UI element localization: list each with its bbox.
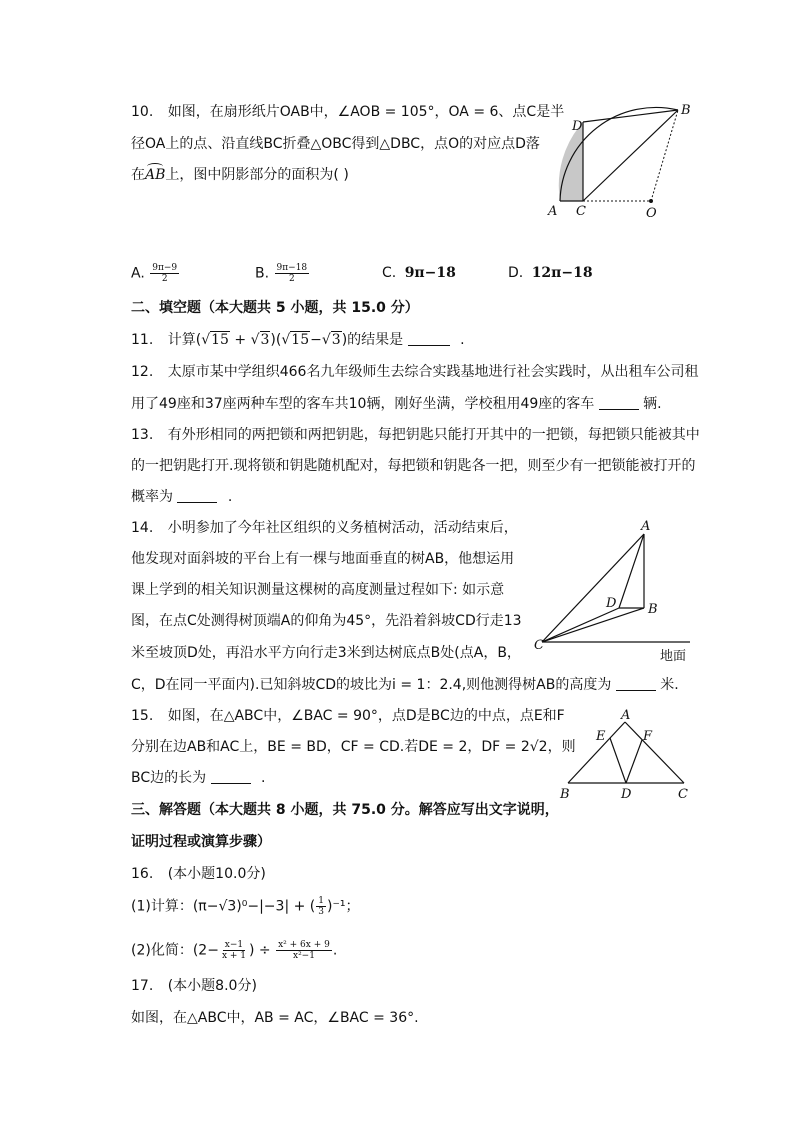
arc-ab: AB: [145, 167, 166, 183]
q15-line-df: [626, 740, 642, 783]
q10-figure: [545, 98, 695, 223]
option-d[interactable]: D. 12π−18: [508, 265, 593, 281]
q14-line-ca: [542, 534, 644, 642]
q10-line-cb: [583, 110, 678, 201]
q14-line-cd: [542, 608, 619, 642]
q12-line1: 12. 太原市某中学组织466名九年级师生去综合实践基地进行社会实践时，从出租车公司租: [131, 364, 699, 380]
q14-label-d: D: [606, 596, 617, 611]
q10-label-o: O: [646, 206, 657, 221]
q13-line3: 概率为 .: [131, 489, 233, 505]
q14-line-da: [619, 534, 644, 608]
q14-figure: [532, 515, 702, 665]
q14-label-ground: 地面: [660, 649, 687, 664]
q16-header: 16. (本小题10.0分): [131, 866, 266, 882]
q14-line2: 他发现对面斜坡的平台上有一棵与地面垂直的树AB，他想运用: [131, 551, 515, 567]
section3-heading-1: 三、解答题（本大题共 8 小题，共 75.0 分。解答应写出文字说明，: [131, 802, 559, 818]
q10-line-db: [583, 110, 678, 122]
q14-label-b: B: [648, 602, 658, 617]
q14-line1: 14. 小明参加了今年社区组织的义务植树活动，活动结束后，: [131, 520, 518, 536]
q14-answer-blank[interactable]: [616, 676, 656, 691]
q15-label-f: F: [643, 729, 653, 744]
q10-text-1: 如图，在扇形纸片OAB中，∠AOB = 105°，OA = 6、点C是半: [167, 104, 565, 120]
q14-line6: C，D在同一平面内).已知斜坡CD的坡比为i = 1：2.4,则他测得树AB的高度为 米.: [131, 677, 679, 693]
q10-line2: 径OA上的点、沿直线BC折叠△OBC得到△DBC，点O的对应点D落: [131, 136, 540, 152]
q15-figure: [558, 708, 698, 803]
q10-number: 10.: [131, 104, 154, 120]
q15-line3: BC边的长为 .: [131, 770, 266, 786]
q15-label-c: C: [678, 787, 688, 802]
q14-label-c: C: [534, 638, 544, 653]
q11-answer-blank[interactable]: [408, 331, 450, 346]
q12-answer-blank[interactable]: [599, 395, 639, 410]
q15-label-d: D: [621, 787, 632, 802]
q16-part2: (2)化简：(2− $\frac{x-1}{x + 1}$ ) ÷ $\frac{\text{x² + 6x + 9}}{\text{x²−1}}$ .: [131, 940, 338, 961]
q15-label-a: A: [621, 708, 631, 723]
option-b[interactable]: B. $\frac{9\pi-18}{2}$: [255, 263, 308, 284]
section3-heading-2: 证明过程或演算步骤）: [131, 834, 271, 850]
q15-line-ac: [625, 722, 684, 783]
q15-line2: 分别在边AB和AC上，BE = BD，CF = CD.若DE = 2，DF = 2√2，则: [131, 739, 576, 755]
q10-line3: 在AB上，图中阴影部分的面积为( ): [131, 167, 349, 183]
q10-label-a: A: [548, 204, 558, 219]
q16-part1: (1)计算：(π−√3)⁰−|−3| + ( $\frac{1}{3}$ )⁻¹；: [131, 896, 360, 917]
q17-line1: 如图，在△ABC中，AB = AC，∠BAC = 36°.: [131, 1010, 419, 1026]
q14-line5: 米至坡顶D处，再沿水平方向行走3米到达树底点B处(点A，B，: [131, 645, 521, 661]
q10-point-o: [649, 199, 653, 203]
q14-line3: 课上学到的相关知识测量这棵树的高度测量过程如下: 如示意: [131, 582, 505, 598]
q10-label-d: D: [572, 119, 583, 134]
q15-line1: 15. 如图，在△ABC中，∠BAC = 90°，点D是BC边的中点，点E和F: [131, 708, 565, 724]
q10-label-c: C: [576, 204, 586, 219]
section2-heading: 二、填空题（本大题共 5 小题，共 15.0 分）: [131, 300, 419, 316]
q14-line4: 图，在点C处测得树顶端A的仰角为45°，先沿着斜坡CD行走13: [131, 613, 522, 629]
q15-label-b: B: [560, 787, 570, 802]
q14-label-a: A: [641, 519, 651, 534]
q10-label-b: B: [681, 103, 691, 118]
q15-line-de: [610, 738, 626, 783]
q13-answer-blank[interactable]: [177, 488, 217, 503]
q15-answer-blank[interactable]: [211, 769, 251, 784]
q15-label-e: E: [596, 729, 606, 744]
q17-header: 17. (本小题8.0分): [131, 978, 257, 994]
q10-line1: [131, 102, 564, 122]
option-a[interactable]: A. $\frac{9\pi-9}{2}$: [131, 263, 178, 284]
q12-line2: 用了49座和37座两种车型的客车共10辆，刚好坐满，学校租用49座的客车 辆.: [131, 396, 662, 412]
q13-line2: 的一把钥匙打开.现将锁和钥匙随机配对，每把锁和钥匙各一把，则至少有一把锁能被打开的: [131, 458, 696, 474]
q13-line1: 13. 有外形相同的两把锁和两把钥匙，每把钥匙只能打开其中的一把锁，每把锁只能被其中: [131, 427, 700, 443]
option-c[interactable]: C. 9π−18: [382, 265, 456, 281]
q11: 11. 计算(√15 + √3)(√15−√3)的结果是 .: [131, 332, 465, 348]
